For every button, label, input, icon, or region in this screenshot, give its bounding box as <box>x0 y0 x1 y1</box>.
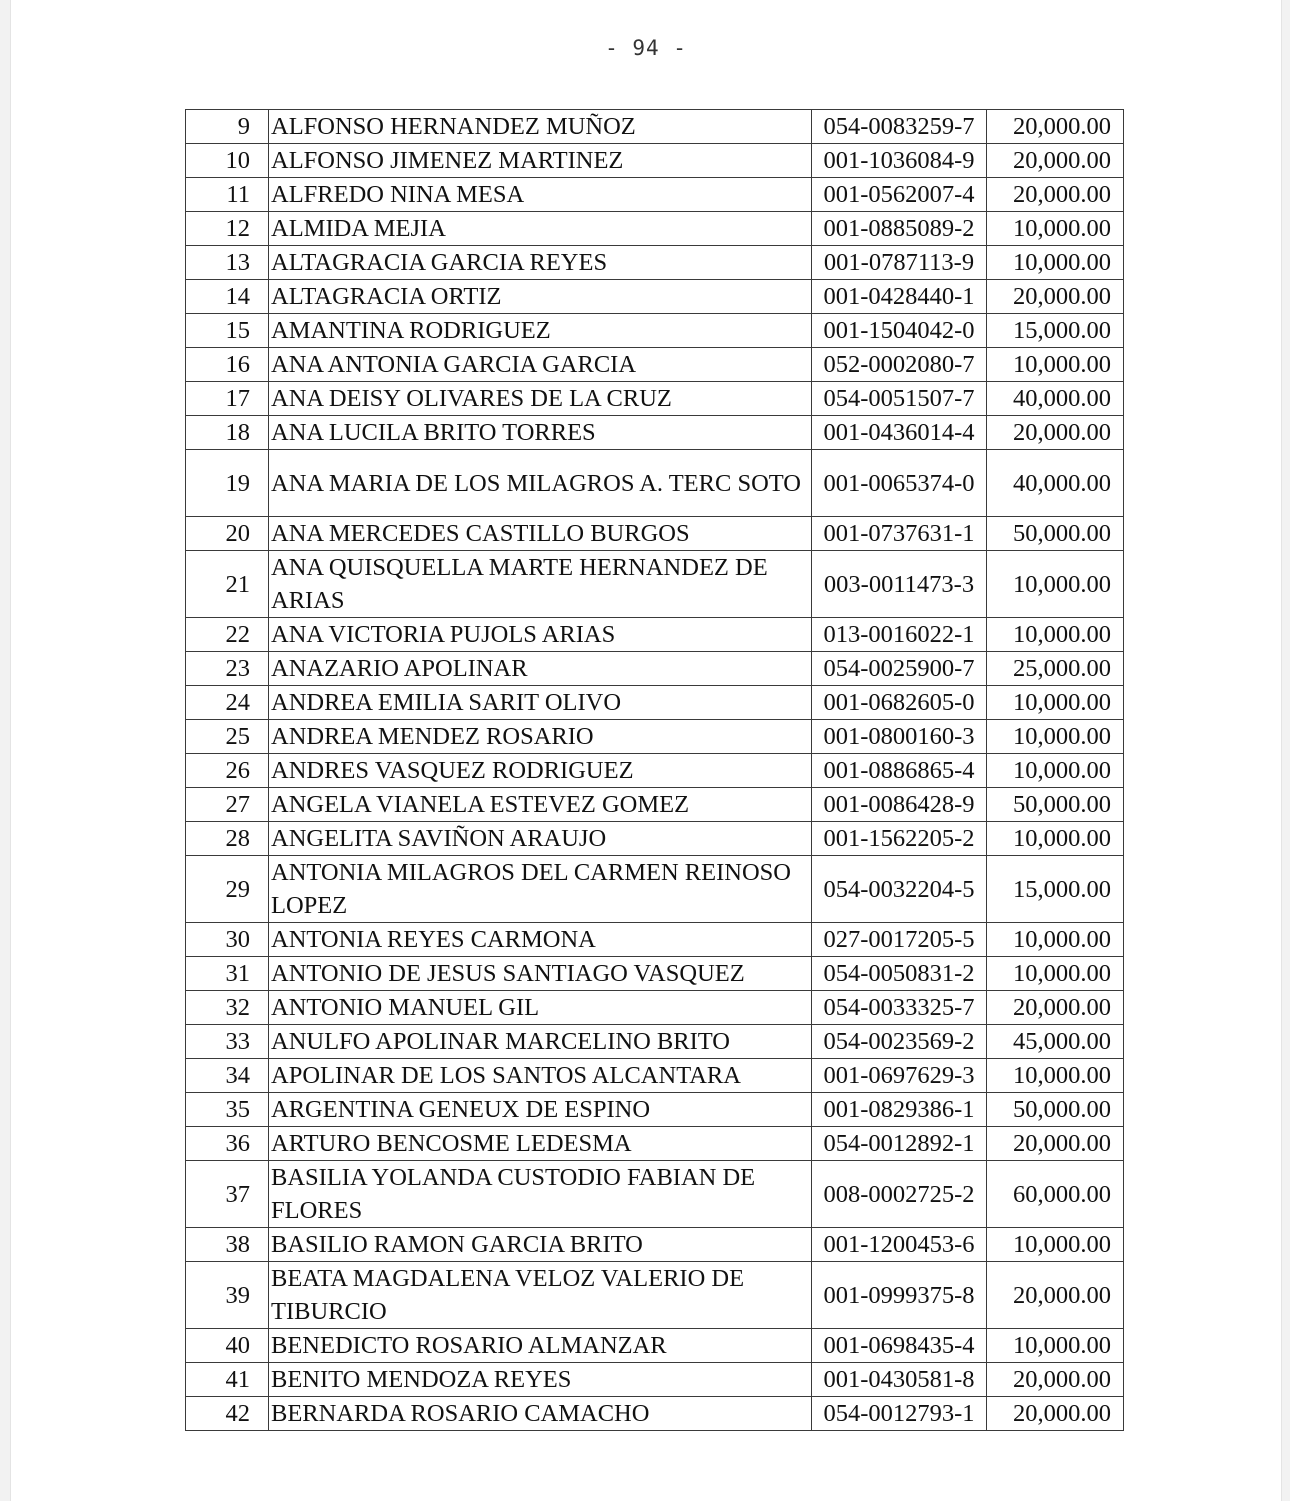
amount-cell: 20,000.00 <box>987 416 1124 450</box>
row-number-cell: 41 <box>186 1363 269 1397</box>
row-number-cell: 10 <box>186 144 269 178</box>
amount-cell: 10,000.00 <box>987 754 1124 788</box>
table-row <box>186 720 1124 754</box>
row-number-cell: 36 <box>186 1127 269 1161</box>
id-number-cell: 001-1036084-9 <box>812 144 987 178</box>
table-row <box>186 314 1124 348</box>
name-cell: ANA LUCILA BRITO TORRES <box>269 416 812 450</box>
amount-cell: 20,000.00 <box>987 144 1124 178</box>
id-number-cell: 008-0002725-2 <box>812 1161 987 1228</box>
name-cell: BENITO MENDOZA REYES <box>269 1363 812 1397</box>
amount-cell: 20,000.00 <box>987 991 1124 1025</box>
id-number-cell: 054-0050831-2 <box>812 957 987 991</box>
id-number-cell: 013-0016022-1 <box>812 618 987 652</box>
table-row <box>186 1397 1124 1431</box>
id-number-cell: 054-0012892-1 <box>812 1127 987 1161</box>
id-number-cell: 001-0787113-9 <box>812 246 987 280</box>
id-number-cell: 003-0011473-3 <box>812 551 987 618</box>
table-row <box>186 450 1124 517</box>
id-number-cell: 054-0051507-7 <box>812 382 987 416</box>
amount-cell: 10,000.00 <box>987 686 1124 720</box>
name-cell: ANTONIA REYES CARMONA <box>269 923 812 957</box>
id-number-cell: 054-0023569-2 <box>812 1025 987 1059</box>
id-number-cell: 001-0697629-3 <box>812 1059 987 1093</box>
table-row <box>186 416 1124 450</box>
table-row <box>186 1161 1124 1228</box>
row-number-cell: 26 <box>186 754 269 788</box>
name-cell: ALTAGRACIA ORTIZ <box>269 280 812 314</box>
id-number-cell: 001-0999375-8 <box>812 1262 987 1329</box>
id-number-cell: 001-0800160-3 <box>812 720 987 754</box>
name-cell: ALFREDO NINA MESA <box>269 178 812 212</box>
amount-cell: 20,000.00 <box>987 1363 1124 1397</box>
amount-cell: 20,000.00 <box>987 1127 1124 1161</box>
amount-cell: 10,000.00 <box>987 246 1124 280</box>
table-row <box>186 1262 1124 1329</box>
table-body <box>186 110 1124 1431</box>
table-row <box>186 754 1124 788</box>
id-number-cell: 001-1504042-0 <box>812 314 987 348</box>
table-row <box>186 1059 1124 1093</box>
name-cell: ANA ANTONIA GARCIA GARCIA <box>269 348 812 382</box>
document-page <box>10 0 1282 1501</box>
amount-cell: 40,000.00 <box>987 382 1124 416</box>
table-row <box>186 618 1124 652</box>
id-number-cell: 001-0086428-9 <box>812 788 987 822</box>
id-number-cell: 001-0436014-4 <box>812 416 987 450</box>
name-cell: ANA DEISY OLIVARES DE LA CRUZ <box>269 382 812 416</box>
amount-cell: 10,000.00 <box>987 348 1124 382</box>
amount-cell: 20,000.00 <box>987 1262 1124 1329</box>
name-cell: ALMIDA MEJIA <box>269 212 812 246</box>
row-number-cell: 27 <box>186 788 269 822</box>
id-number-cell: 054-0025900-7 <box>812 652 987 686</box>
id-number-cell: 054-0012793-1 <box>812 1397 987 1431</box>
table-row <box>186 1228 1124 1262</box>
name-cell: BENEDICTO ROSARIO ALMANZAR <box>269 1329 812 1363</box>
id-number-cell: 001-0562007-4 <box>812 178 987 212</box>
row-number-cell: 33 <box>186 1025 269 1059</box>
id-number-cell: 001-0698435-4 <box>812 1329 987 1363</box>
name-cell: BASILIA YOLANDA CUSTODIO FABIAN DE FLORES <box>269 1161 812 1228</box>
table-row <box>186 212 1124 246</box>
id-number-cell: 001-0829386-1 <box>812 1093 987 1127</box>
id-number-cell: 001-1200453-6 <box>812 1228 987 1262</box>
name-cell: ANA MARIA DE LOS MILAGROS A. TERC SOTO <box>269 450 812 517</box>
amount-cell: 10,000.00 <box>987 551 1124 618</box>
amount-cell: 40,000.00 <box>987 450 1124 517</box>
amount-cell: 20,000.00 <box>987 110 1124 144</box>
table-row <box>186 923 1124 957</box>
id-number-cell: 054-0033325-7 <box>812 991 987 1025</box>
amount-cell: 10,000.00 <box>987 1228 1124 1262</box>
name-cell: ALFONSO JIMENEZ MARTINEZ <box>269 144 812 178</box>
row-number-cell: 28 <box>186 822 269 856</box>
table-row <box>186 348 1124 382</box>
name-cell: ALFONSO HERNANDEZ MUÑOZ <box>269 110 812 144</box>
table-row <box>186 1025 1124 1059</box>
amount-cell: 15,000.00 <box>987 856 1124 923</box>
table-row <box>186 280 1124 314</box>
table-row <box>186 551 1124 618</box>
amount-cell: 20,000.00 <box>987 280 1124 314</box>
row-number-cell: 25 <box>186 720 269 754</box>
name-cell: BERNARDA ROSARIO CAMACHO <box>269 1397 812 1431</box>
row-number-cell: 19 <box>186 450 269 517</box>
table-row <box>186 1363 1124 1397</box>
row-number-cell: 38 <box>186 1228 269 1262</box>
name-cell: APOLINAR DE LOS SANTOS ALCANTARA <box>269 1059 812 1093</box>
amount-cell: 60,000.00 <box>987 1161 1124 1228</box>
table-row <box>186 382 1124 416</box>
row-number-cell: 40 <box>186 1329 269 1363</box>
row-number-cell: 13 <box>186 246 269 280</box>
name-cell: ANAZARIO APOLINAR <box>269 652 812 686</box>
id-number-cell: 001-0430581-8 <box>812 1363 987 1397</box>
row-number-cell: 11 <box>186 178 269 212</box>
id-number-cell: 001-1562205-2 <box>812 822 987 856</box>
id-number-cell: 001-0737631-1 <box>812 517 987 551</box>
name-cell: ANA QUISQUELLA MARTE HERNANDEZ DE ARIAS <box>269 551 812 618</box>
beneficiary-table <box>185 109 1124 1431</box>
row-number-cell: 17 <box>186 382 269 416</box>
row-number-cell: 24 <box>186 686 269 720</box>
row-number-cell: 12 <box>186 212 269 246</box>
row-number-cell: 20 <box>186 517 269 551</box>
id-number-cell: 054-0083259-7 <box>812 110 987 144</box>
amount-cell: 50,000.00 <box>987 517 1124 551</box>
table-row <box>186 788 1124 822</box>
row-number-cell: 32 <box>186 991 269 1025</box>
amount-cell: 10,000.00 <box>987 822 1124 856</box>
row-number-cell: 21 <box>186 551 269 618</box>
table-row <box>186 822 1124 856</box>
name-cell: ANTONIO MANUEL GIL <box>269 991 812 1025</box>
name-cell: ARTURO BENCOSME LEDESMA <box>269 1127 812 1161</box>
amount-cell: 10,000.00 <box>987 957 1124 991</box>
id-number-cell: 001-0886865-4 <box>812 754 987 788</box>
row-number-cell: 42 <box>186 1397 269 1431</box>
amount-cell: 45,000.00 <box>987 1025 1124 1059</box>
table-row <box>186 1329 1124 1363</box>
table-row <box>186 517 1124 551</box>
name-cell: ANTONIA MILAGROS DEL CARMEN REINOSO LOPEZ <box>269 856 812 923</box>
table-row <box>186 652 1124 686</box>
row-number-cell: 31 <box>186 957 269 991</box>
row-number-cell: 23 <box>186 652 269 686</box>
row-number-cell: 15 <box>186 314 269 348</box>
name-cell: ALTAGRACIA GARCIA REYES <box>269 246 812 280</box>
table-row <box>186 110 1124 144</box>
id-number-cell: 001-0065374-0 <box>812 450 987 517</box>
name-cell: ANDREA EMILIA SARIT OLIVO <box>269 686 812 720</box>
row-number-cell: 30 <box>186 923 269 957</box>
table-row <box>186 856 1124 923</box>
table-row <box>186 686 1124 720</box>
amount-cell: 10,000.00 <box>987 618 1124 652</box>
name-cell: ANDRES VASQUEZ RODRIGUEZ <box>269 754 812 788</box>
page-number: - 94 - <box>605 36 687 60</box>
amount-cell: 25,000.00 <box>987 652 1124 686</box>
row-number-cell: 37 <box>186 1161 269 1228</box>
id-number-cell: 052-0002080-7 <box>812 348 987 382</box>
name-cell: ANULFO APOLINAR MARCELINO BRITO <box>269 1025 812 1059</box>
row-number-cell: 9 <box>186 110 269 144</box>
table-row <box>186 1093 1124 1127</box>
amount-cell: 10,000.00 <box>987 1059 1124 1093</box>
name-cell: BASILIO RAMON GARCIA BRITO <box>269 1228 812 1262</box>
amount-cell: 15,000.00 <box>987 314 1124 348</box>
table-row <box>186 1127 1124 1161</box>
table-row <box>186 178 1124 212</box>
name-cell: AMANTINA RODRIGUEZ <box>269 314 812 348</box>
table-row <box>186 991 1124 1025</box>
amount-cell: 20,000.00 <box>987 178 1124 212</box>
name-cell: ARGENTINA GENEUX DE ESPINO <box>269 1093 812 1127</box>
table-row <box>186 957 1124 991</box>
amount-cell: 10,000.00 <box>987 923 1124 957</box>
name-cell: ANGELITA SAVIÑON ARAUJO <box>269 822 812 856</box>
table-row <box>186 144 1124 178</box>
id-number-cell: 001-0682605-0 <box>812 686 987 720</box>
row-number-cell: 29 <box>186 856 269 923</box>
row-number-cell: 22 <box>186 618 269 652</box>
amount-cell: 20,000.00 <box>987 1397 1124 1431</box>
name-cell: ANDREA MENDEZ ROSARIO <box>269 720 812 754</box>
name-cell: ANTONIO DE JESUS SANTIAGO VASQUEZ <box>269 957 812 991</box>
id-number-cell: 001-0428440-1 <box>812 280 987 314</box>
id-number-cell: 027-0017205-5 <box>812 923 987 957</box>
row-number-cell: 18 <box>186 416 269 450</box>
amount-cell: 10,000.00 <box>987 212 1124 246</box>
amount-cell: 50,000.00 <box>987 1093 1124 1127</box>
row-number-cell: 35 <box>186 1093 269 1127</box>
name-cell: BEATA MAGDALENA VELOZ VALERIO DE TIBURCIO <box>269 1262 812 1329</box>
name-cell: ANA MERCEDES CASTILLO BURGOS <box>269 517 812 551</box>
name-cell: ANGELA VIANELA ESTEVEZ GOMEZ <box>269 788 812 822</box>
id-number-cell: 054-0032204-5 <box>812 856 987 923</box>
id-number-cell: 001-0885089-2 <box>812 212 987 246</box>
row-number-cell: 14 <box>186 280 269 314</box>
row-number-cell: 16 <box>186 348 269 382</box>
name-cell: ANA VICTORIA PUJOLS ARIAS <box>269 618 812 652</box>
row-number-cell: 34 <box>186 1059 269 1093</box>
amount-cell: 10,000.00 <box>987 720 1124 754</box>
amount-cell: 10,000.00 <box>987 1329 1124 1363</box>
row-number-cell: 39 <box>186 1262 269 1329</box>
amount-cell: 50,000.00 <box>987 788 1124 822</box>
table-row <box>186 246 1124 280</box>
